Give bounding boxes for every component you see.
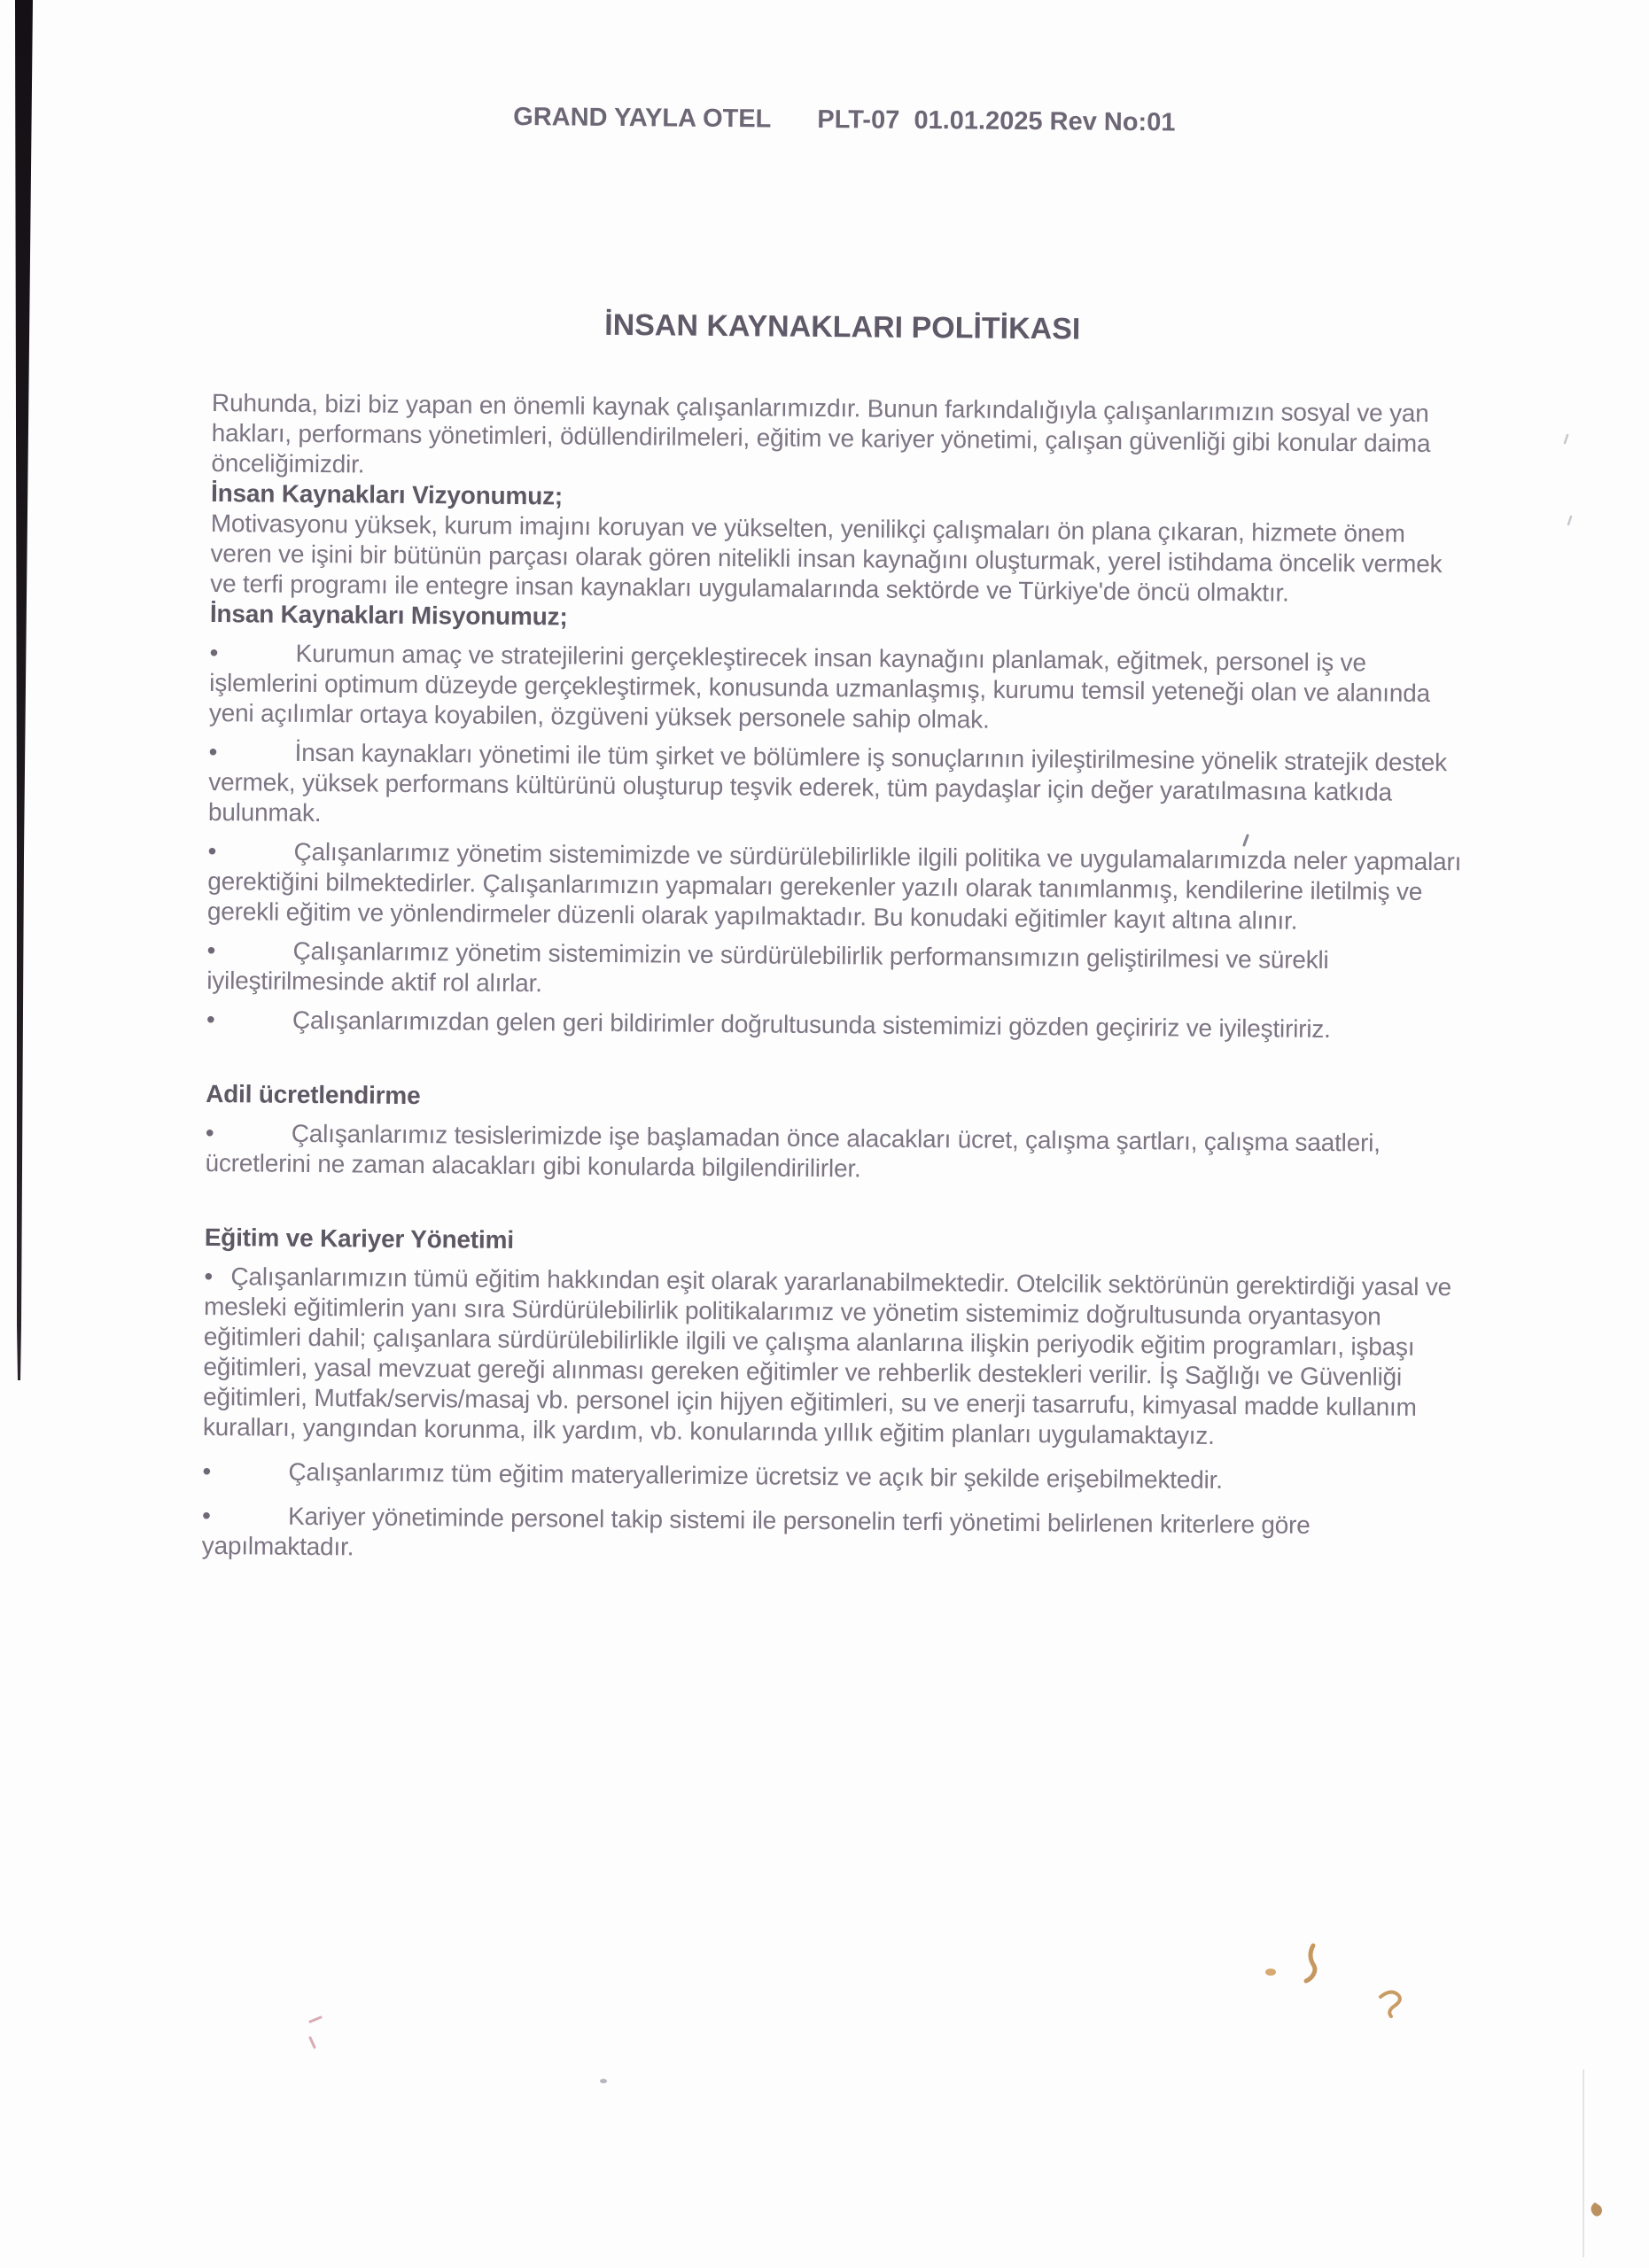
mission-bullet-4 — [206, 936, 1467, 1006]
training-heading: Eğitim ve Kariyer Yönetimi — [204, 1223, 515, 1254]
bullet-icon: • — [207, 836, 217, 866]
document-code: PLT-07 01.01.2025 Rev No:01 — [817, 105, 1176, 137]
bullet-icon: • — [209, 638, 219, 667]
pencil-tick-mark — [310, 2038, 315, 2047]
stain-mark-speck — [1591, 2202, 1602, 2217]
stain-mark-dot — [1265, 1969, 1276, 1976]
faint-dash-mark — [1565, 435, 1567, 443]
page-title: İNSAN KAYNAKLARI POLİTİKASI — [604, 307, 1081, 346]
vision-heading: İnsan Kaynakları Vizyonumuz; — [210, 478, 564, 510]
scan-line-artifact — [1583, 2070, 1584, 2257]
pencil-tick-mark — [310, 2017, 321, 2022]
training-bullet-3 — [202, 1501, 1463, 1572]
bullet-icon: • — [206, 936, 216, 965]
bullet-text: Çalışanlarımızın tümü eğitim hakkından eşit olarak yararlanabilmektedir. Otelcilik sektörünün gerektirdiği yasal ve mesleki eğitimlerin yanı sıra Sürdürülebilirlik politikalarımız ve yönetim sistemimiz doğrultusunda oryantasyon eğitimleri dahil; çalışanlara sürdürülebilirlikle ilgili ve çalışma alanlarına ilişkin periyodik eğitim programları, işbaşı eğitimleri, yasal mevzuat gereği alınması gereken eğitimler ve rehberlik destekleri verilir. İş Sağlığı ve Güvenliği eğitimleri, Mutfak/servis/masaj vb. personel için hijyen eğitimleri, su ve enerji tasarrufu, kimyasal madde kullanım kuralları, yangından korunma, ilk yardım, vb. konularında yıllık eğitim planları uygulamaktayız. — [202, 1262, 1452, 1449]
bullet-text: Çalışanlarımız tesislerimizde işe başlamadan önce alacakları ücret, çalışma şartları, çalışma saatleri, ücretlerini ne zaman alacakları gibi konularda bilgilendirilirler. — [205, 1119, 1381, 1183]
training-bullet-1 — [203, 1262, 1465, 1453]
vision-paragraph: Motivasyonu yüksek, kurum imajını koruyan ve yükselten, yenilikçi çalışmaları ön plana çıkaran, hizmete önem veren ve işini bir bütünün parçası olarak gören nitelikli insan kaynağını oluşturmak, yerel istihdama öncelik vermek ve terfi programı ile entegre insan kaynakları uygulamalarında sektörde ve Türkiye'de öncü olmaktır. — [210, 509, 1443, 607]
bullet-text: Çalışanlarımız yönetim sistemimizin ve sürdürülebilirlik performansımızın geliştirilmesi ve sürekli iyileştirilmesinde aktif rol alırlar. — [206, 936, 1329, 998]
faint-dash-mark — [1568, 517, 1571, 524]
mission-bullet-2 — [208, 737, 1469, 838]
training-bullet-2 — [202, 1456, 1462, 1497]
mission-bullet-5 — [206, 1005, 1466, 1045]
mission-bullet-3 — [207, 836, 1468, 937]
bullet-text: Kariyer yönetiminde personel takip sistemi ile personelin terfi yönetimi belirlenen kriterlere göre yapılmaktadır. — [201, 1502, 1311, 1561]
bullet-text: İnsan kaynakları yönetimi ile tüm şirket ve bölümlere iş sonuçlarının iyileştirilmesine yönelik stratejik destek vermek, yüksek performans kültürünü oluşturup teşvik ederek, tüm paydaşlar için değer yaratılmasına katkıda bulunmak. — [207, 738, 1448, 827]
mission-bullet-1 — [209, 638, 1470, 739]
bullet-icon: • — [208, 737, 218, 766]
fair-pay-heading: Adil ücretlendirme — [206, 1079, 421, 1110]
hotel-name: GRAND YAYLA OTEL — [513, 102, 772, 134]
bullet-icon: • — [206, 1005, 215, 1034]
bullet-text: Çalışanlarımız tüm eğitim materyallerimize ücretsiz ve açık bir şekilde erişebilmektedir. — [288, 1457, 1223, 1494]
gray-speck — [600, 2079, 607, 2084]
bullet-icon: • — [205, 1118, 214, 1147]
fair-pay-bullet-1 — [205, 1118, 1466, 1189]
document-header — [214, 99, 1474, 140]
bullet-text: Çalışanlarımız yönetim sistemimizde ve sürdürülebilirlikle ilgili politika ve uygulamalarımızda neler yapmaları gerektiğini bilmektedirler. Çalışanlarımızın yapmaları gerekenler yazılı olarak tanımlanmış, kendilerine iletilmiş ve gerekli eğitim ve yönlendirmeler düzenli olarak yapılmaktadır. Bu konudaki eğitimler kayıt altına alınır. — [206, 837, 1462, 935]
mission-heading: İnsan Kaynakları Misyonumuz; — [209, 599, 568, 631]
bullet-text: Kurumun amaç ve stratejilerini gerçekleştirecek insan kaynağını planlamak, eğitmek, personel iş ve işlemlerini optimum düzeyde gerçekleştirmek, konusunda uzmanlaşmış, kurumu temsil yeteneği olan ve alanında yeni açılımlar ortaya koyabilen, özgüveni yüksek personele sahip olmak. — [208, 639, 1431, 734]
intro-paragraph: Ruhunda, bizi biz yapan en önemli kaynak çalışanlarımızdır. Bunun farkındalığıyla çalışanlarımızın sosyal ve yan hakları, performans yönetimleri, ödüllendirilmeleri, eğitim ve kariyer yönetimi, çalışan güvenliği gibi konular daima önceliğimizdir. — [211, 388, 1431, 478]
stain-mark-squiggle — [1306, 1946, 1315, 1981]
stain-mark-squiggle — [1381, 1992, 1400, 2016]
bullet-icon: • — [204, 1262, 214, 1291]
bullet-text: Çalışanlarımızdan gelen geri bildirimler doğrultusunda sistemimizi gözden geçiririz ve iyileştiririz. — [292, 1006, 1331, 1044]
document-content — [202, 99, 1474, 1572]
bullet-icon: • — [201, 1501, 211, 1530]
bullet-icon: • — [202, 1456, 212, 1486]
scan-edge-artifact — [0, 0, 37, 1380]
